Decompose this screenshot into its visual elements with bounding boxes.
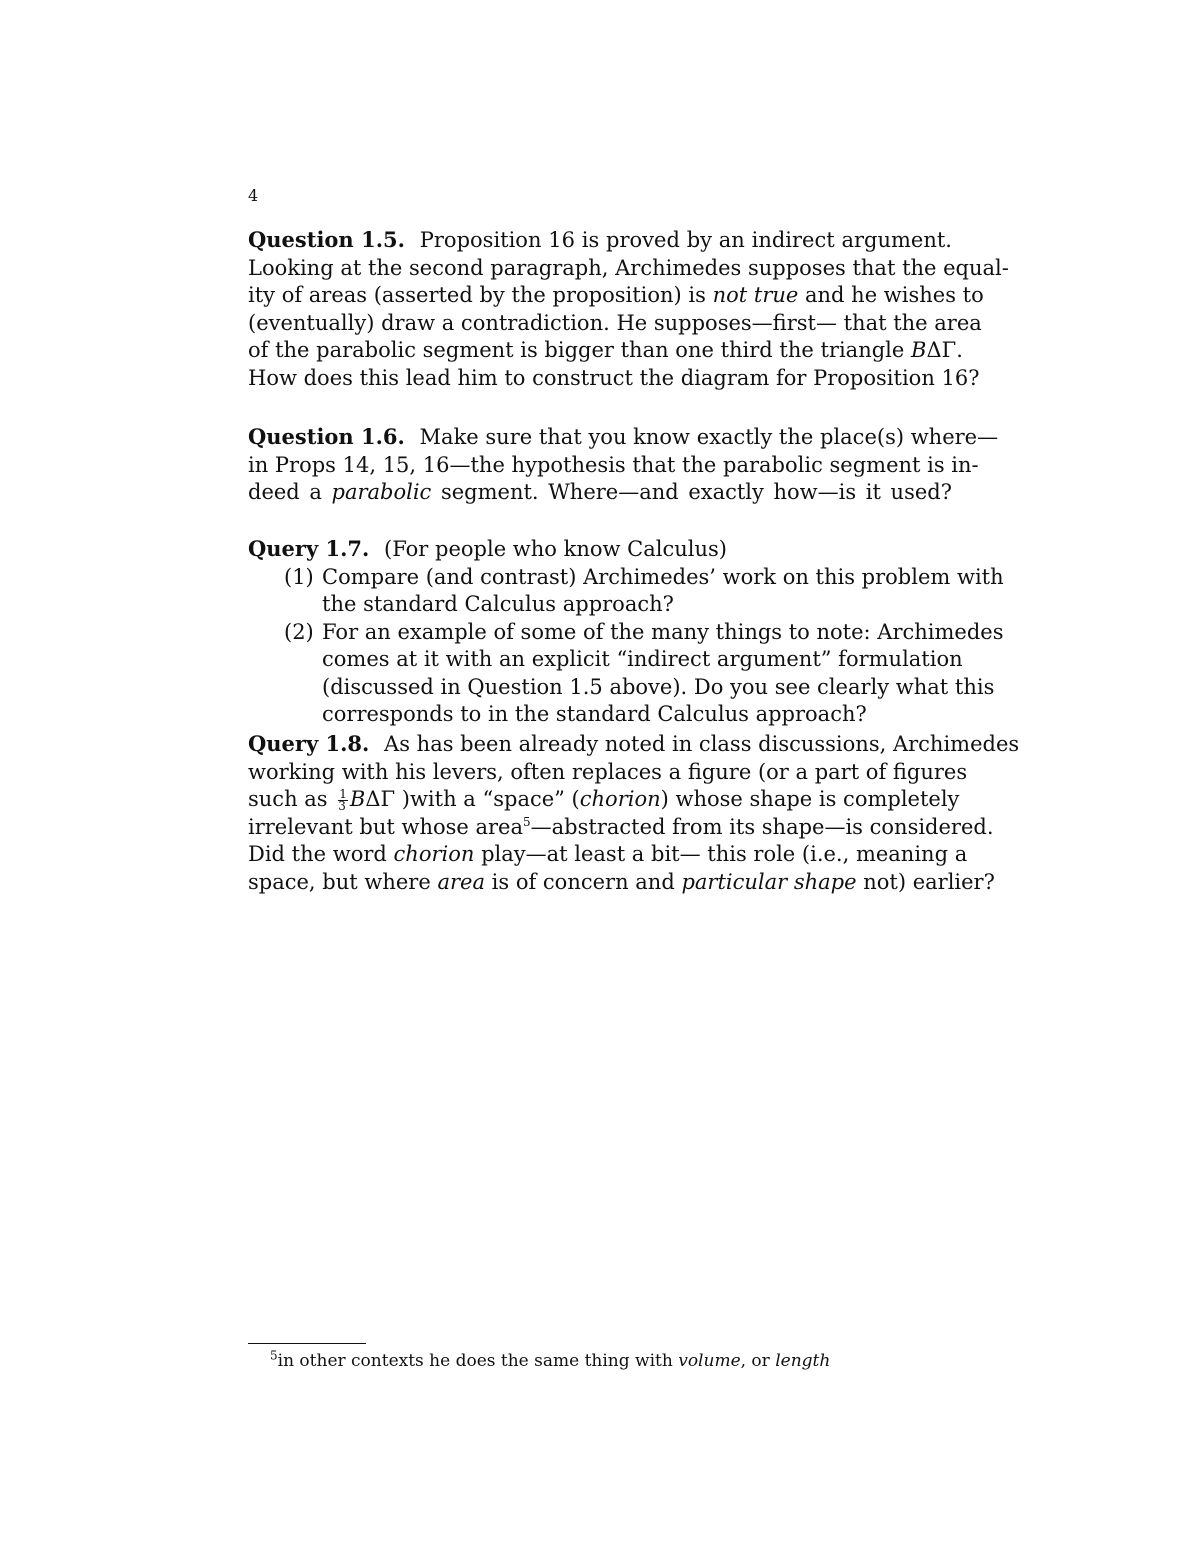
- q18-math-b: B: [349, 787, 366, 811]
- q16-text-3b: segment. Where—and exactly how—is it used?: [440, 480, 952, 504]
- question-1-6: [248, 423, 999, 507]
- q15-line-3: [248, 282, 984, 310]
- footnote: [270, 1350, 830, 1372]
- question-1-5: [248, 226, 1009, 392]
- q15-math-delta-gamma: ΔΓ: [926, 338, 957, 362]
- q18-text-4a: irrelevant but whose area: [248, 814, 523, 839]
- q18-line-3: [248, 786, 960, 814]
- q15-line-2: Looking at the second paragraph, Archimedes supposes that the equal-: [248, 255, 1009, 280]
- q18-text-5b: play—at least a bit— this role (i.e., meaning a: [481, 842, 968, 866]
- q17-list-item-2: [248, 619, 1004, 729]
- q16-text-1: Make sure that you know exactly the place(s) where—: [419, 425, 999, 449]
- footnote-rule: [248, 1343, 366, 1344]
- query-1-8: [248, 730, 1020, 896]
- q18-math-delta-gamma: ΔΓ: [365, 787, 396, 811]
- q15-line-6: How does this lead him to construct the diagram for Proposition 16?: [248, 365, 980, 390]
- q17-line-intro: [248, 535, 952, 564]
- q16-text-3a: deed a: [248, 480, 322, 504]
- q18-text-4b: —abstracted from its shape—is considered.: [530, 814, 994, 839]
- q18-text-3c: ) whose shape is completely: [660, 787, 960, 811]
- footnote-text-a: in other contexts he does the same thing with: [277, 1351, 673, 1371]
- q17-item1-line-2: the standard Calculus approach?: [322, 592, 674, 616]
- q17-item2-line-1: For an example of some of the many things to note: Archimedes: [322, 619, 1004, 644]
- footnote-text-b: , or: [740, 1351, 770, 1371]
- q18-text-6c: not) earlier?: [863, 869, 995, 894]
- q16-line-1: [248, 423, 999, 452]
- query-1-7: [248, 535, 1004, 729]
- q18-emphasis-chorion-2: chorion: [393, 842, 475, 866]
- q18-text-5a: Did the word: [248, 842, 387, 866]
- list-label: (2): [284, 619, 314, 644]
- q18-line-6: [248, 869, 995, 897]
- footnote-emphasis-length: length: [775, 1351, 831, 1371]
- q15-text-1: Proposition 16 is proved by an indirect argument.: [419, 228, 952, 252]
- q15-heading: Question 1.5.: [248, 227, 405, 252]
- q15-line-4: (eventually) draw a contradiction. He supposes—first— that the area: [248, 310, 982, 335]
- q17-item2-line-3: (discussed in Question 1.5 above). Do you see clearly what this: [322, 674, 995, 699]
- q16-line-2: in Props 14, 15, 16—the hypothesis that the parabolic segment is in-: [248, 452, 979, 477]
- q18-emphasis-area: area: [437, 869, 485, 894]
- footnote-reference: 5: [523, 814, 531, 829]
- q16-line-3: [248, 479, 952, 507]
- q15-emphasis-not-true: not true: [712, 283, 799, 307]
- q18-line-2: working with his levers, often replaces a figure (or a part of figures: [248, 759, 968, 784]
- fraction-one-third: [338, 789, 348, 812]
- q17-item2-line-4: corresponds to in the standard Calculus approach?: [322, 702, 867, 726]
- footnote-mark: 5: [270, 1348, 278, 1363]
- q15-text-3b: and he wishes to: [805, 283, 984, 307]
- q15-text-3a: ity of areas (asserted by the proposition) is: [248, 283, 706, 307]
- q17-heading: Query 1.7.: [248, 536, 370, 561]
- q18-line-5: [248, 841, 968, 869]
- q18-text-6a: space, but where: [248, 869, 431, 894]
- q18-line-4: [248, 814, 994, 842]
- q15-text-5-end: .: [956, 338, 963, 362]
- page-number: 4: [248, 186, 259, 205]
- q18-text-3b: )with a “space” (: [401, 787, 580, 811]
- q18-text-6b: is of concern and: [491, 869, 675, 894]
- q16-emphasis-parabolic: parabolic: [331, 480, 432, 504]
- q17-item2-line-2: comes at it with an explicit “indirect argument” formulation: [322, 647, 963, 671]
- fraction-denominator: 3: [338, 799, 346, 813]
- fraction-numerator: 1: [339, 787, 347, 801]
- q17-intro: (For people who know Calculus): [384, 537, 727, 561]
- q18-emphasis-chorion: chorion: [579, 787, 661, 811]
- q15-math-b: B: [911, 338, 927, 362]
- q18-text-3a: such as: [248, 787, 328, 811]
- list-label: (1): [284, 564, 314, 589]
- q15-line-1: [248, 226, 952, 255]
- q15-line-5: [248, 337, 963, 365]
- q17-list-item-1: [248, 564, 1004, 619]
- q18-line-1: [248, 730, 1020, 759]
- footnote-emphasis-volume: volume: [678, 1351, 741, 1371]
- q15-text-5a: of the parabolic segment is bigger than one third the triangle: [248, 338, 905, 362]
- q17-item1-line-1: Compare (and contrast) Archimedes’ work on this problem with: [322, 564, 1004, 589]
- q18-heading: Query 1.8.: [248, 731, 370, 756]
- q18-emphasis-particular-shape: particular shape: [681, 869, 857, 894]
- q18-text-1: As has been already noted in class discussions, Archimedes: [384, 732, 1020, 756]
- q16-heading: Question 1.6.: [248, 424, 405, 449]
